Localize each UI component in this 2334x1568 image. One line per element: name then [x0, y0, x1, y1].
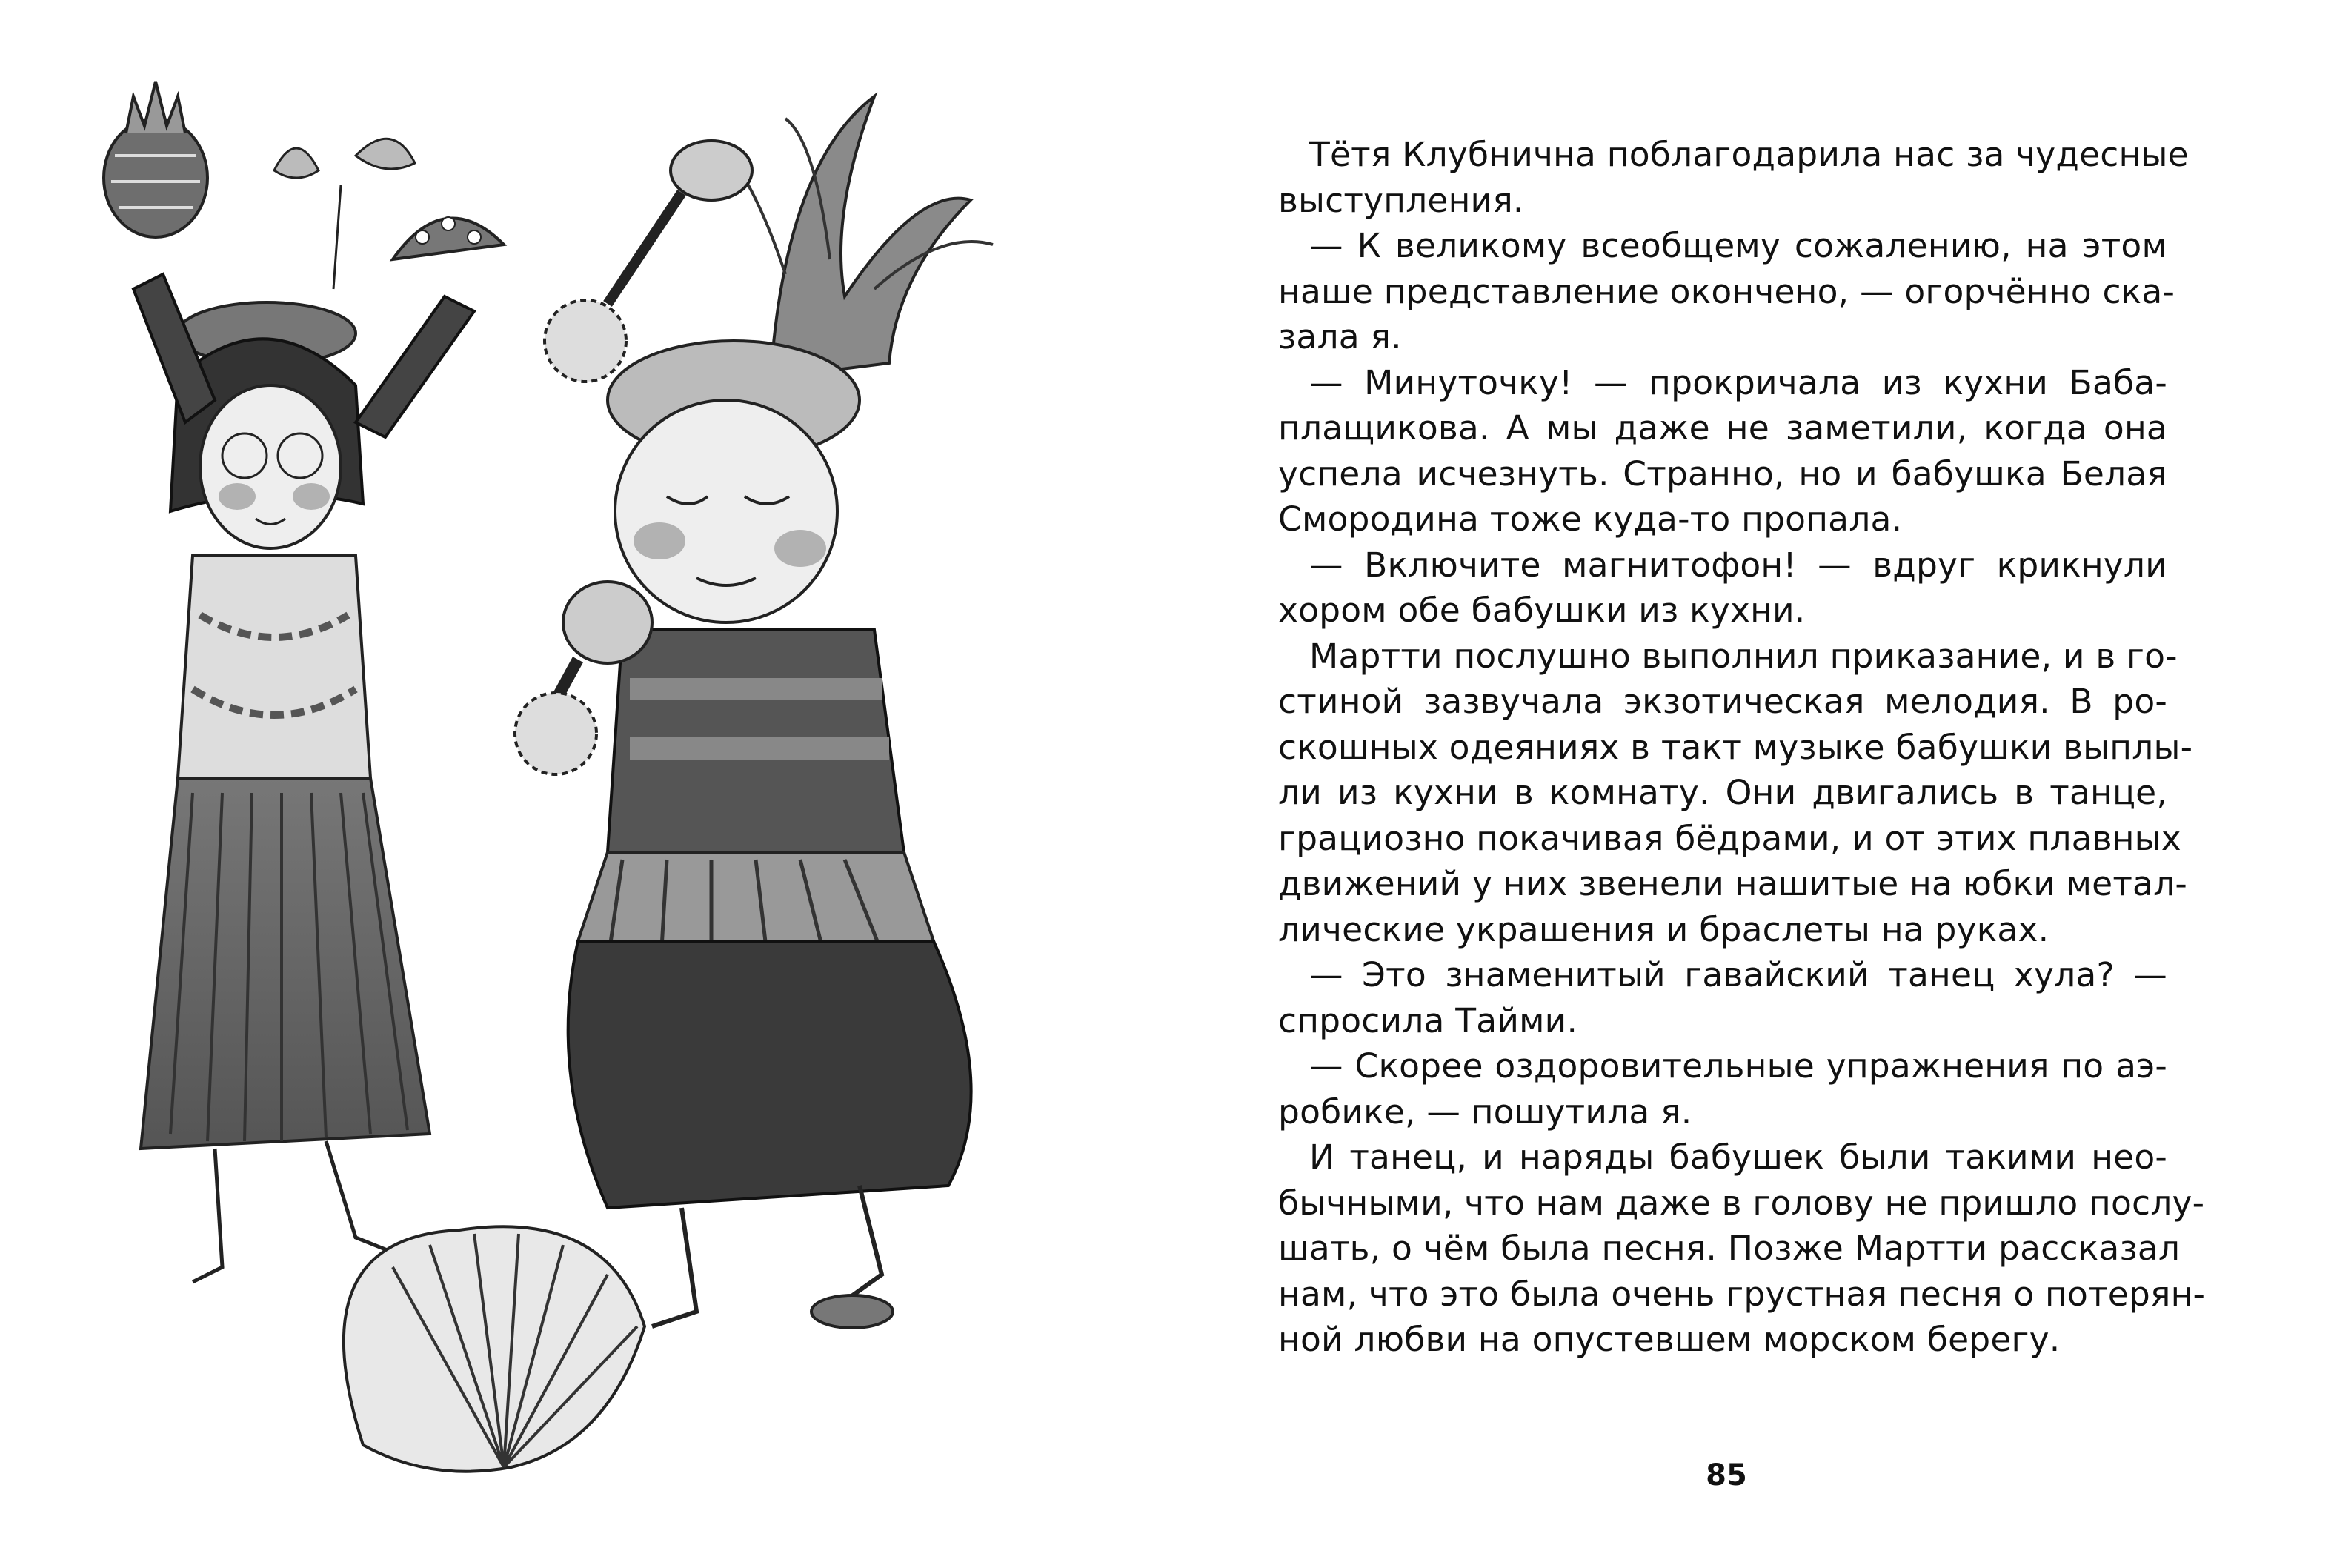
text-line: зала я. [1278, 317, 1402, 356]
text-line: — Скорее оздоровительные упражнения по аэ- [1309, 1046, 2167, 1086]
text-line: стиной зазвучала экзотическая мелодия. В ро- [1278, 682, 2167, 721]
text-line: плащикова. А мы даже не заметили, когда она [1278, 408, 2167, 448]
text-line: Смородина тоже куда-то пропала. [1278, 499, 1903, 539]
tambourine-drawing [393, 217, 504, 259]
pineapple-drawing [104, 82, 207, 237]
text-line: нам, что это была очень грустная песня о потерян- [1278, 1274, 2206, 1314]
paragraph-3 [1278, 360, 2167, 542]
paragraph-4 [1278, 542, 2167, 634]
illustration-drawing [44, 52, 1141, 1497]
text-line: спросила Тайми. [1278, 1000, 1578, 1040]
paragraph-7 [1278, 1043, 2167, 1135]
text-line: Мартти послушно выполнил приказание, и в го- [1309, 636, 2178, 676]
text-line: — Минуточку! — прокричала из кухни Баба- [1309, 362, 2167, 402]
paragraph-1 [1278, 132, 2189, 223]
text-line: Тётя Клубнична поблагодарила нас за чудесные [1309, 135, 2189, 174]
text-line: грациозно покачивая бёдрами, и от этих плавных [1278, 818, 2181, 858]
text-line: шать, о чём была песня. Позже Мартти рассказал [1278, 1229, 2181, 1268]
text-line: бычными, что нам даже в голову не пришло послу- [1278, 1183, 2205, 1223]
flower-decoration [274, 139, 415, 289]
text-line: наше представление окончено, — огорчённо ска- [1278, 271, 2175, 311]
text-line: выступления. [1278, 180, 1524, 220]
text-line: И танец, и наряды бабушек были такими нео- [1309, 1137, 2167, 1177]
paragraph-8 [1278, 1135, 2206, 1363]
paragraph-2 [1278, 223, 2175, 360]
page-number: 85 [1706, 1458, 1747, 1492]
paragraph-5 [1278, 634, 2193, 953]
text-line: успела исчезнуть. Странно, но и бабушка Белая [1278, 454, 2167, 494]
text-line: ли из кухни в комнату. Они двигались в танце, [1278, 773, 2167, 812]
left-grandmother-figure [133, 274, 474, 1282]
text-line: — Это знаменитый гавайский танец хула? — [1309, 955, 2167, 994]
paragraph-6 [1278, 952, 2167, 1043]
right-grandmother-figure [515, 96, 993, 1328]
text-line: хором обе бабушки из кухни. [1278, 591, 1806, 630]
text-line: ной любви на опустевшем морском берегу. [1278, 1320, 2061, 1359]
text-line: движений у них звенели нашитые на юбки метал- [1278, 864, 2188, 903]
dancing-grandmothers-illustration [44, 52, 1141, 1497]
text-line: скошных одеяниях в такт музыке бабушки выплы- [1278, 727, 2193, 767]
text-line: — К великому всеобщему сожалению, на этом [1309, 226, 2167, 265]
text-line: — Включите магнитофон! — вдруг крикнули [1309, 545, 2167, 585]
seashell-drawing [344, 1226, 645, 1471]
text-line: лические украшения и браслеты на руках. [1278, 909, 2049, 949]
text-line: робике, — пошутила я. [1278, 1092, 1692, 1132]
text-column [1278, 132, 2206, 1363]
